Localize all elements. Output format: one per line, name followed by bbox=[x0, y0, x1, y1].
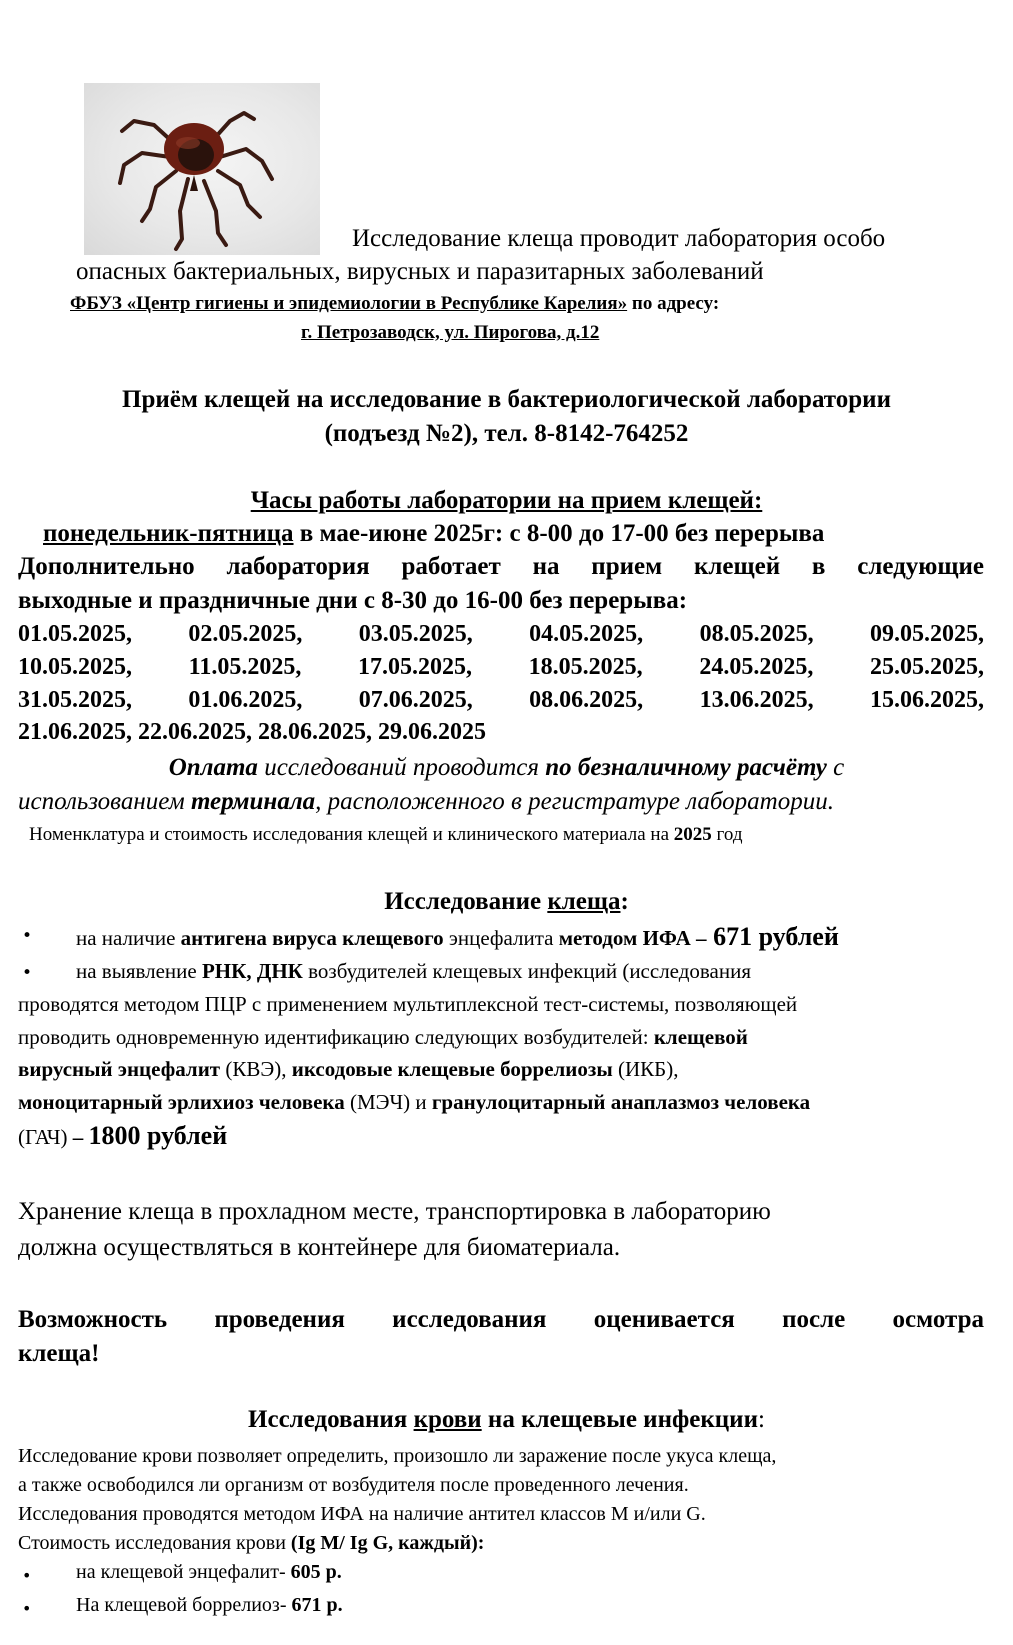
tick-item-ifa-price: 671 рублей bbox=[706, 922, 839, 951]
dates-row bbox=[18, 684, 984, 717]
date-item: 13.06.2025, bbox=[699, 687, 814, 713]
payment-bold: Оплата bbox=[168, 754, 258, 781]
tick-item-pcr-line-2: проводятся методом ПЦР с применением мультиплексной тест-системы, позволяющей bbox=[18, 992, 798, 1016]
nomenclature-text: Номенклатура и стоимость исследования клещей и клинического материала на bbox=[29, 824, 674, 845]
blood-line-4 bbox=[18, 1532, 484, 1555]
date-item: 01.06.2025, bbox=[188, 687, 303, 713]
tick-icon bbox=[84, 83, 320, 255]
date-item: 25.05.2025, bbox=[869, 654, 984, 680]
date-item: 17.05.2025, bbox=[358, 654, 472, 680]
date-item: 24.05.2025, bbox=[699, 654, 814, 680]
org-line bbox=[70, 293, 719, 315]
blood-item1-label: на клещевой энцефалит- bbox=[76, 1561, 291, 1583]
bullet-icon: • bbox=[22, 1599, 32, 1618]
payment-p2-start: использованием bbox=[18, 788, 191, 815]
tick-photo bbox=[84, 83, 320, 255]
date-item: 02.05.2025, bbox=[188, 621, 303, 647]
date-item: 08.05.2025, bbox=[699, 621, 814, 647]
payment-end: с bbox=[826, 754, 845, 781]
blood-l4b: (Ig M/ Ig G, каждый): bbox=[290, 1532, 485, 1554]
tick-item-ifa bbox=[76, 922, 839, 952]
payment-text: исследований проводится bbox=[257, 754, 546, 781]
payment-line-2 bbox=[18, 788, 834, 816]
reception-line-1: Приём клещей на исследование в бактериологической лаборатории bbox=[122, 386, 891, 413]
tick-study-title-a: Исследование bbox=[384, 888, 548, 915]
hours-extra-line-2: выходные и праздничные дни с 8-30 до 16-00 без перерыва: bbox=[18, 587, 688, 614]
pcr-l5b: (МЭЧ) и bbox=[344, 1090, 432, 1114]
tick-study-title-c: : bbox=[620, 888, 629, 915]
pcr-l5a: моноцитарный эрлихиоз человека bbox=[18, 1090, 345, 1114]
address: г. Петрозаводск, ул. Пирогова, д.12 bbox=[301, 322, 600, 343]
reception-line-2: (подъезд №2), тел. 8-8142-764252 bbox=[324, 420, 689, 447]
pcr-l6b: – bbox=[72, 1125, 89, 1149]
tick-item-pcr-line-3 bbox=[18, 1025, 748, 1050]
blood-title bbox=[0, 1406, 1013, 1434]
blood-item2-price: 671 р. bbox=[291, 1594, 343, 1616]
intro-line-2: опасных бактериальных, вирусных и паразитарных заболеваний bbox=[76, 258, 764, 285]
blood-title-b: крови bbox=[413, 1406, 482, 1433]
date-item: 01.05.2025, bbox=[18, 621, 132, 647]
dates-list bbox=[18, 618, 984, 717]
blood-item2-label: На клещевой боррелиоз- bbox=[76, 1594, 292, 1616]
blood-l4a: Стоимость исследования крови bbox=[18, 1532, 291, 1554]
tick-study-title bbox=[0, 888, 1013, 916]
blood-line-2: а также освободился ли организм от возбудителя после проведенного лечения. bbox=[18, 1474, 689, 1496]
blood-item-borreliosis bbox=[76, 1594, 343, 1617]
bullet-icon: • bbox=[22, 963, 33, 983]
pcr-price: 1800 рублей bbox=[88, 1121, 228, 1150]
tick-item-ifa-b: антигена вируса клещевого bbox=[180, 926, 444, 950]
blood-title-a: Исследования bbox=[248, 1406, 414, 1433]
nomenclature-year-suffix: год bbox=[711, 824, 743, 845]
tick-item-ifa-a: на наличие bbox=[76, 926, 181, 950]
pcr-l5c: гранулоцитарный анаплазмоз человека bbox=[431, 1090, 811, 1114]
pcr-l3a: проводить одновременную идентификацию следующих возбудителей: bbox=[18, 1025, 654, 1049]
blood-title-d: : bbox=[758, 1406, 765, 1433]
date-item: 09.05.2025, bbox=[869, 621, 984, 647]
dates-last-row: 21.06.2025, 22.06.2025, 28.06.2025, 29.06.2025 bbox=[18, 719, 486, 745]
pcr-l6a: (ГАЧ) bbox=[18, 1125, 73, 1149]
blood-line-1: Исследование крови позволяет определить, произошло ли заражение после укуса клеща, bbox=[18, 1445, 777, 1467]
blood-item-encephalitis bbox=[76, 1561, 342, 1584]
date-item: 08.06.2025, bbox=[529, 687, 644, 713]
tick-study-title-b: клеща bbox=[547, 888, 621, 915]
pcr-l4c: иксодовые клещевые боррелиозы bbox=[291, 1057, 613, 1081]
payment-line-1 bbox=[0, 754, 1013, 782]
org-name: ФБУЗ «Центр гигиены и эпидемиологии в Республике Карелия» bbox=[70, 293, 628, 314]
hours-weekdays: понедельник-пятница bbox=[43, 520, 294, 547]
storage-line-1: Хранение клеща в прохладном месте, транспортировка в лабораторию bbox=[18, 1198, 771, 1225]
payment-cashless: по безналичному расчёту bbox=[545, 754, 827, 781]
pcr-l1b: РНК, ДНК bbox=[201, 959, 303, 983]
tick-item-pcr-line-5 bbox=[18, 1090, 810, 1115]
date-item: 15.06.2025, bbox=[869, 687, 984, 713]
date-item: 03.05.2025, bbox=[358, 621, 473, 647]
storage-line-2: должна осуществляться в контейнере для биоматериала. bbox=[18, 1234, 621, 1261]
intro-line-1: Исследование клеща проводит лаборатория особо bbox=[352, 225, 886, 252]
date-item: 10.05.2025, bbox=[18, 654, 132, 680]
date-item: 31.05.2025, bbox=[18, 687, 132, 713]
warning-line-2: клеща! bbox=[18, 1340, 100, 1367]
date-item: 11.05.2025, bbox=[188, 654, 302, 680]
hours-weekdays-line bbox=[43, 520, 824, 548]
pcr-l3b: клещевой bbox=[653, 1025, 748, 1049]
tick-item-ifa-c: энцефалита bbox=[443, 926, 559, 950]
tick-item-pcr-line-6 bbox=[18, 1121, 227, 1151]
blood-line-3: Исследования проводятся методом ИФА на наличие антител классов М и/или G. bbox=[18, 1503, 706, 1525]
dates-row bbox=[18, 651, 984, 684]
tick-item-pcr-line-4 bbox=[18, 1057, 678, 1082]
dates-row bbox=[18, 618, 984, 651]
tick-item-ifa-d: методом ИФА – bbox=[558, 926, 707, 950]
date-item: 04.05.2025, bbox=[529, 621, 644, 647]
nomenclature-year: 2025 bbox=[673, 824, 712, 845]
pcr-l1c: возбудителей клещевых инфекций (исследования bbox=[302, 959, 751, 983]
hours-weekdays-rest: в мае-июне 2025г: с 8-00 до 17-00 без перерыва bbox=[293, 520, 825, 547]
nomenclature-line bbox=[29, 824, 743, 846]
bullet-icon: • bbox=[22, 926, 33, 946]
bullet-icon: • bbox=[22, 1566, 32, 1585]
pcr-l4d: (ИКБ), bbox=[612, 1057, 679, 1081]
pcr-l4a: вирусный энцефалит bbox=[18, 1057, 221, 1081]
blood-item1-price: 605 р. bbox=[290, 1561, 342, 1583]
warning-line-1: Возможность проведения исследования оценивается после осмотра bbox=[18, 1306, 984, 1333]
date-item: 18.05.2025, bbox=[528, 654, 643, 680]
payment-terminal: терминала bbox=[190, 788, 316, 815]
hours-title: Часы работы лаборатории на прием клещей: bbox=[250, 487, 763, 514]
payment-p2-end: , расположенного в регистратуре лаборатории. bbox=[315, 788, 834, 815]
hours-extra-line-1: Дополнительно лаборатория работает на прием клещей в следующие bbox=[18, 553, 984, 580]
blood-title-c: на клещевые инфекции bbox=[481, 1406, 758, 1433]
org-suffix: по адресу: bbox=[627, 293, 720, 314]
pcr-l1a: на выявление bbox=[76, 959, 202, 983]
pcr-l4b: (КВЭ), bbox=[220, 1057, 292, 1081]
date-item: 07.06.2025, bbox=[358, 687, 473, 713]
tick-item-pcr-line-1 bbox=[76, 959, 751, 984]
